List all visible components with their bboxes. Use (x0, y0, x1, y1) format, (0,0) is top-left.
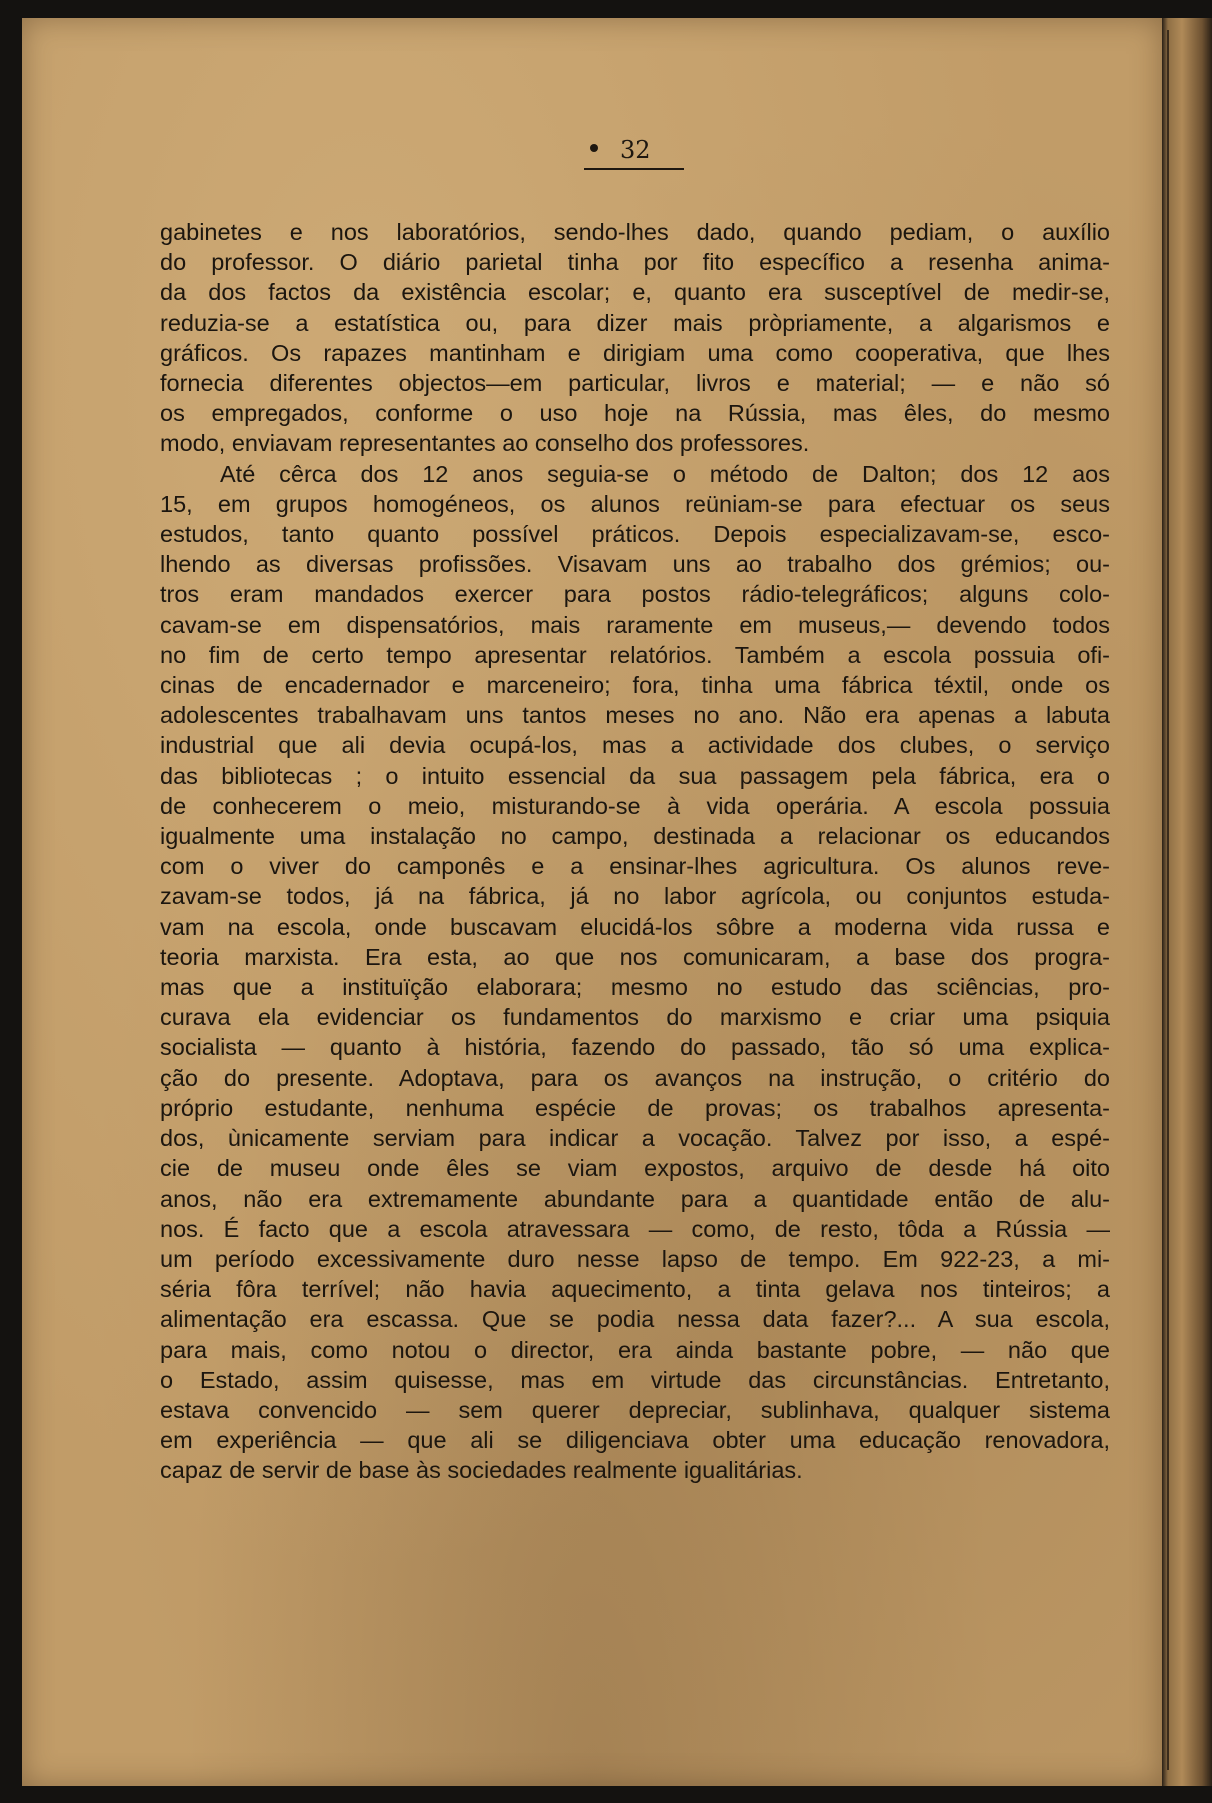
text-line: estudos, tanto quanto possível práticos. Depois especializavam-se, esco- (160, 521, 1110, 548)
text-line: reduzia-se a estatística ou, para dizer mais pròpriamente, a algarismos e (160, 309, 1110, 336)
text-line: cavam-se em dispensatórios, mais raramente em museus,— devendo todos (160, 611, 1110, 638)
text-line: séria fôra terrível; não havia aquecimento, a tinta gelava nos tinteiros; a (160, 1276, 1110, 1303)
text-line: um período excessivamente duro nesse lapso de tempo. Em 922-23, a mi- (160, 1245, 1110, 1272)
page-header (584, 136, 684, 170)
body-text (160, 217, 1110, 1486)
text-line: gabinetes e nos laboratórios, sendo-lhes dado, quando pediam, o auxílio (160, 219, 1110, 245)
text-line: da dos factos da existência escolar; e, quanto era susceptível de medir-se, (160, 279, 1110, 306)
text-line: Até cêrca dos 12 anos seguia-se o método de Dalton; dos 12 aos (220, 460, 1110, 487)
text-line: cie de museu onde êles se viam expostos, arquivo de desde há oito (160, 1155, 1110, 1182)
text-line: 15, em grupos homogéneos, os alunos reüniam-se para efectuar os seus (160, 490, 1110, 517)
text-line: nos. É facto que a escola atravessara — como, de resto, tôda a Rússia — (160, 1215, 1110, 1242)
text-line: do professor. O diário parietal tinha por fito específico a resenha anima- (160, 249, 1110, 276)
text-line: vam na escola, onde buscavam elucidá-los sôbre a moderna vida russa e (160, 913, 1110, 940)
text-line: os empregados, conforme o uso hoje na Rússia, mas êles, do mesmo (160, 400, 1110, 427)
text-line: mas que a instituïção elaborara; mesmo no estudo das sciências, pro- (160, 974, 1110, 1001)
text-line: zavam-se todos, já na fábrica, já no labor agrícola, ou conjuntos estuda- (160, 883, 1110, 910)
text-line: das bibliotecas ; o intuito essencial da sua passagem pela fábrica, era o (160, 762, 1110, 789)
text-line: próprio estudante, nenhuma espécie de provas; os trabalhos apresenta- (160, 1094, 1110, 1121)
text-line: alimentação era escassa. Que se podia nessa data fazer?... A sua escola, (160, 1306, 1110, 1333)
text-line: industrial que ali devia ocupá-los, mas a actividade dos clubes, o serviço (160, 732, 1110, 759)
text-line: cinas de encadernador e marceneiro; fora, tinha uma fábrica téxtil, onde os (160, 672, 1110, 699)
text-line: no fim de certo tempo apresentar relatórios. Também a escola possuia ofi- (160, 641, 1110, 668)
header-rule (584, 168, 684, 170)
bullet-mark (590, 144, 598, 152)
text-line: fornecia diferentes objectos—em particular, livros e material; — e não só (160, 370, 1110, 397)
text-line: adolescentes trabalhavam uns tantos meses no ano. Não era apenas a labuta (160, 702, 1110, 729)
text-line: anos, não era extremamente abundante para a quantidade então de alu- (160, 1185, 1110, 1212)
text-line: igualmente uma instalação no campo, destinada a relacionar os educandos (160, 823, 1110, 850)
text-line: para mais, como notou o director, era ainda bastante pobre, — não que (160, 1336, 1110, 1363)
text-line: de conhecerem o meio, misturando-se à vida operária. A escola possuia (160, 792, 1110, 819)
text-line: com o viver do camponês e a ensinar-lhes agricultura. Os alunos reve- (160, 853, 1110, 880)
page-number: 32 (620, 136, 651, 164)
text-line: em experiência — que ali se diligenciava obter uma educação renovadora, (160, 1427, 1110, 1454)
text-line: gráficos. Os rapazes mantinham e dirigiam uma como cooperativa, que lhes (160, 339, 1110, 366)
text-line: lhendo as diversas profissões. Visavam uns ao trabalho dos grémios; ou- (160, 551, 1110, 578)
text-line: ção do presente. Adoptava, para os avanços na instrução, o critério do (160, 1064, 1110, 1091)
text-line: curava ela evidenciar os fundamentos do marxismo e criar uma psiquia (160, 1004, 1110, 1031)
spine-edge (1167, 30, 1169, 1770)
book-spine (1162, 18, 1212, 1786)
text-line: tros eram mandados exercer para postos rádio-telegráficos; alguns colo- (160, 581, 1110, 608)
text-line: teoria marxista. Era esta, ao que nos comunicaram, a base dos progra- (160, 943, 1110, 970)
text-line: o Estado, assim quisesse, mas em virtude das circunstâncias. Entretanto, (160, 1366, 1110, 1393)
text-line: modo, enviavam representantes ao conselho dos professores. (160, 430, 810, 457)
text-line: estava convencido — sem querer depreciar, sublinhava, qualquer sistema (160, 1396, 1110, 1423)
text-line: socialista — quanto à história, fazendo do passado, tão só uma explica- (160, 1034, 1110, 1061)
text-line: capaz de servir de base às sociedades realmente igualitárias. (160, 1457, 803, 1484)
text-line: dos, ùnicamente serviam para indicar a vocação. Talvez por isso, a espé- (160, 1125, 1110, 1152)
